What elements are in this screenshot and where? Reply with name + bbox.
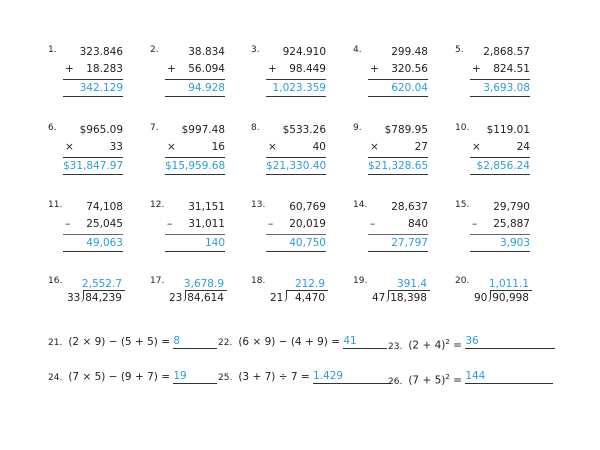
operand-top: 38.834 bbox=[188, 46, 225, 58]
operand-top: 924.910 bbox=[282, 46, 326, 58]
divider-line bbox=[266, 157, 326, 158]
answer: 3,693.08 bbox=[483, 82, 530, 94]
operator-sign: – bbox=[370, 218, 376, 230]
operand-bottom: 98.449 bbox=[289, 63, 326, 75]
answer-underline bbox=[368, 174, 428, 175]
operand-bottom: 16 bbox=[211, 141, 225, 153]
answer: $21,330.40 bbox=[266, 160, 327, 172]
operand-bottom: 25,045 bbox=[86, 218, 123, 230]
answer-underline bbox=[368, 251, 428, 252]
divider-line bbox=[266, 79, 326, 80]
answer: 3,903 bbox=[499, 237, 530, 249]
operand-top: 299.48 bbox=[391, 46, 428, 58]
operand-bottom: 24 bbox=[516, 141, 530, 153]
answer-underline bbox=[165, 96, 225, 97]
expression: (6 × 9) − (4 + 9) = bbox=[238, 336, 340, 348]
answer-underline bbox=[368, 96, 428, 97]
divider-line bbox=[470, 157, 530, 158]
divider-line bbox=[165, 79, 225, 80]
answer: $2,856.24 bbox=[476, 160, 530, 172]
operator-sign: + bbox=[370, 63, 379, 75]
exponent: 2 bbox=[445, 338, 450, 346]
problem-number: 17. bbox=[150, 276, 165, 286]
answer: 620.04 bbox=[391, 82, 428, 94]
problem-number: 8. bbox=[251, 123, 260, 133]
operand-bottom: 40 bbox=[312, 141, 326, 153]
answer-underline bbox=[165, 251, 225, 252]
dividend: 84,614 bbox=[187, 292, 224, 304]
answer-underline bbox=[266, 251, 326, 252]
equals-sign: = bbox=[449, 374, 462, 387]
operator-sign: – bbox=[268, 218, 274, 230]
operator-sign: + bbox=[472, 63, 481, 75]
operand-top: 29,790 bbox=[493, 201, 530, 213]
operand-bottom: 18.283 bbox=[86, 63, 123, 75]
operand-top: 323.846 bbox=[79, 46, 123, 58]
answer-underline bbox=[63, 96, 123, 97]
operand-bottom: 320.56 bbox=[391, 63, 428, 75]
equation bbox=[218, 334, 387, 350]
quotient-answer: 391.4 bbox=[396, 278, 427, 290]
divisor: 47 bbox=[372, 292, 386, 304]
exponent: 2 bbox=[445, 373, 450, 381]
divider-line bbox=[165, 234, 225, 235]
division-problem bbox=[64, 277, 144, 309]
answer-underline bbox=[470, 174, 530, 175]
operator-sign: + bbox=[167, 63, 176, 75]
problem-number: 11. bbox=[48, 200, 63, 210]
division-problem bbox=[369, 277, 449, 309]
operator-sign: × bbox=[370, 141, 379, 153]
division-bracket bbox=[79, 290, 84, 302]
answer-underline bbox=[266, 174, 326, 175]
expression: (7 × 5) − (9 + 7) = bbox=[68, 371, 170, 383]
divisor: 33 bbox=[67, 292, 81, 304]
operand-bottom: 56.094 bbox=[188, 63, 225, 75]
expression: (7 + 5) bbox=[408, 374, 446, 387]
operand-bottom: 33 bbox=[109, 141, 123, 153]
equation bbox=[388, 369, 553, 385]
answer-blank: 144 bbox=[465, 369, 553, 384]
dividend: 18,398 bbox=[390, 292, 427, 304]
quotient-answer: 1,011.1 bbox=[488, 278, 529, 290]
problem-number: 9. bbox=[353, 123, 362, 133]
divider-line bbox=[368, 234, 428, 235]
division-bracket bbox=[486, 290, 491, 302]
operator-sign: × bbox=[472, 141, 481, 153]
divider-line bbox=[470, 234, 530, 235]
answer-blank: 36 bbox=[465, 334, 555, 349]
problem-number: 18. bbox=[251, 276, 266, 286]
equation bbox=[48, 334, 217, 350]
answer-underline bbox=[470, 96, 530, 97]
problem-number: 14. bbox=[353, 200, 368, 210]
divider-line bbox=[165, 157, 225, 158]
operator-sign: × bbox=[268, 141, 277, 153]
answer-underline bbox=[165, 174, 225, 175]
operator-sign: – bbox=[167, 218, 173, 230]
quotient-answer: 3,678.9 bbox=[183, 278, 224, 290]
answer: $15,959.68 bbox=[165, 160, 226, 172]
equation bbox=[48, 369, 217, 385]
operator-sign: – bbox=[65, 218, 71, 230]
division-bracket bbox=[282, 290, 287, 302]
operator-sign: – bbox=[472, 218, 478, 230]
answer-underline bbox=[63, 174, 123, 175]
problem-number: 7. bbox=[150, 123, 159, 133]
equation bbox=[218, 369, 391, 385]
problem-number: 26. bbox=[388, 376, 403, 387]
divider-line bbox=[368, 157, 428, 158]
equation bbox=[388, 334, 555, 350]
operand-top: 28,637 bbox=[391, 201, 428, 213]
operator-sign: × bbox=[65, 141, 74, 153]
problem-number: 15. bbox=[455, 200, 470, 210]
operator-sign: + bbox=[65, 63, 74, 75]
operand-bottom: 25,887 bbox=[493, 218, 530, 230]
answer-blank: 8 bbox=[173, 334, 217, 349]
problem-number: 2. bbox=[150, 45, 159, 55]
divider-line bbox=[63, 157, 123, 158]
answer: 49,063 bbox=[86, 237, 123, 249]
answer-blank: 19 bbox=[173, 369, 217, 384]
division-problem bbox=[471, 277, 551, 309]
problem-number: 5. bbox=[455, 45, 464, 55]
answer-blank: 41 bbox=[343, 334, 387, 349]
operand-top: $965.09 bbox=[79, 124, 123, 136]
operand-bottom: 27 bbox=[414, 141, 428, 153]
operand-top: $533.26 bbox=[282, 124, 326, 136]
expression: (2 + 4) bbox=[408, 339, 446, 352]
problem-number: 23. bbox=[388, 341, 403, 352]
answer-underline bbox=[266, 96, 326, 97]
divider-line bbox=[63, 79, 123, 80]
operand-bottom: 840 bbox=[407, 218, 428, 230]
division-problem bbox=[166, 277, 246, 309]
divisor: 23 bbox=[169, 292, 183, 304]
operand-top: 74,108 bbox=[86, 201, 123, 213]
dividend: 84,239 bbox=[85, 292, 122, 304]
answer: 140 bbox=[204, 237, 225, 249]
problem-number: 12. bbox=[150, 200, 165, 210]
problem-number: 25. bbox=[218, 373, 233, 383]
answer: $31,847.97 bbox=[63, 160, 124, 172]
problem-number: 16. bbox=[48, 276, 63, 286]
quotient-answer: 212.9 bbox=[294, 278, 325, 290]
operand-bottom: 20,019 bbox=[289, 218, 326, 230]
problem-number: 22. bbox=[218, 338, 233, 348]
problem-number: 20. bbox=[455, 276, 470, 286]
operand-bottom: 824.51 bbox=[493, 63, 530, 75]
operand-top: $789.95 bbox=[384, 124, 428, 136]
problem-number: 6. bbox=[48, 123, 57, 133]
answer: 27,797 bbox=[391, 237, 428, 249]
dividend: 90,998 bbox=[492, 292, 529, 304]
divisor: 90 bbox=[474, 292, 488, 304]
equals-sign: = bbox=[449, 339, 462, 352]
division-bracket bbox=[181, 290, 186, 302]
operand-bottom: 31,011 bbox=[188, 218, 225, 230]
problem-number: 13. bbox=[251, 200, 266, 210]
operator-sign: × bbox=[167, 141, 176, 153]
quotient-answer: 2,552.7 bbox=[81, 278, 122, 290]
operand-top: $119.01 bbox=[486, 124, 530, 136]
division-bracket bbox=[384, 290, 389, 302]
division-problem bbox=[267, 277, 347, 309]
problem-number: 1. bbox=[48, 45, 57, 55]
problem-number: 3. bbox=[251, 45, 260, 55]
operator-sign: + bbox=[268, 63, 277, 75]
expression: (3 + 7) ÷ 7 = bbox=[238, 371, 310, 383]
divider-line bbox=[266, 234, 326, 235]
problem-number: 21. bbox=[48, 338, 63, 348]
answer: 40,750 bbox=[289, 237, 326, 249]
answer: 94.928 bbox=[188, 82, 225, 94]
operand-top: 2,868.57 bbox=[483, 46, 530, 58]
divider-line bbox=[470, 79, 530, 80]
problem-number: 10. bbox=[455, 123, 470, 133]
answer-underline bbox=[63, 251, 123, 252]
divider-line bbox=[368, 79, 428, 80]
problem-number: 24. bbox=[48, 373, 63, 383]
answer: $21,328.65 bbox=[368, 160, 429, 172]
answer-underline bbox=[470, 251, 530, 252]
operand-top: 60,769 bbox=[289, 201, 326, 213]
divisor: 21 bbox=[270, 292, 284, 304]
answer: 342.129 bbox=[79, 82, 123, 94]
answer-blank: 1.429 bbox=[313, 369, 391, 384]
dividend: 4,470 bbox=[294, 292, 325, 304]
problem-number: 4. bbox=[353, 45, 362, 55]
operand-top: 31,151 bbox=[188, 201, 225, 213]
operand-top: $997.48 bbox=[181, 124, 225, 136]
expression: (2 × 9) − (5 + 5) = bbox=[68, 336, 170, 348]
answer: 1,023.359 bbox=[272, 82, 326, 94]
problem-number: 19. bbox=[353, 276, 368, 286]
divider-line bbox=[63, 234, 123, 235]
